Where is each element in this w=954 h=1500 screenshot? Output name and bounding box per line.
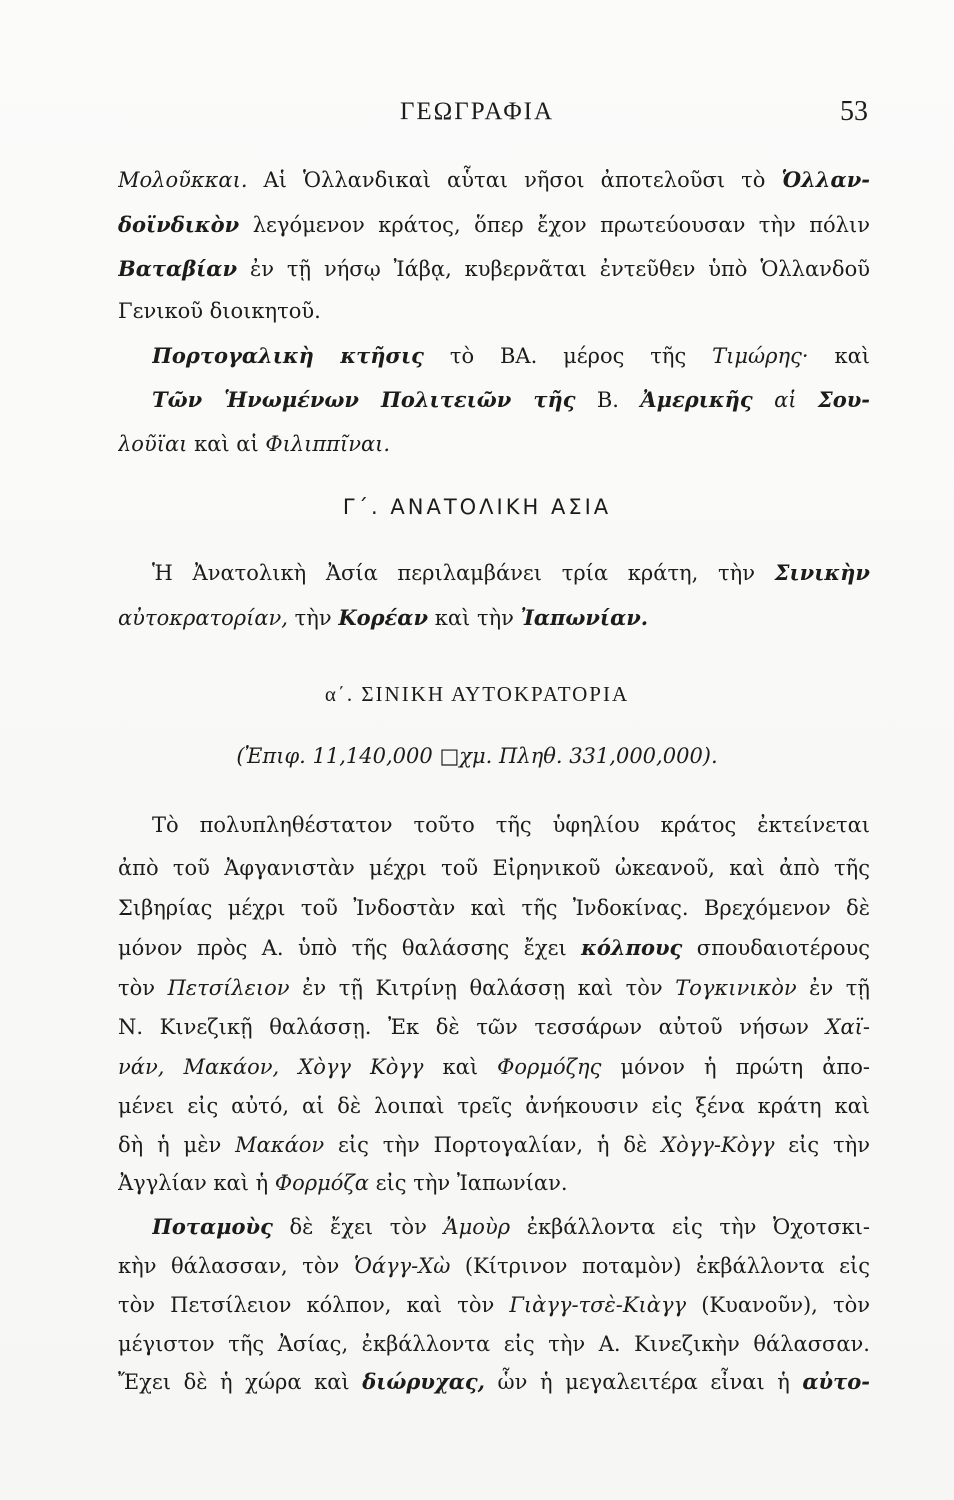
- text-line: κὴν θάλασσαν, τὸν Ὁάγγ-Χὼ (Κίτρινον ποταμὸν) ἐκβάλλοντα εἰς: [118, 1254, 870, 1278]
- text-line: λοῦϊαι καὶ αἱ Φιλιππῖναι.: [118, 432, 391, 456]
- text-line: Ἔχει δὲ ἡ χώρα καὶ διώρυχας, ὧν ἡ μεγαλειτέρα εἶναι ἡ αὐτο-: [118, 1369, 870, 1394]
- text-line: ἀπὸ τοῦ Ἀφγανιστὰν μέχρι τοῦ Εἰρηνικοῦ ὠκεανοῦ, καὶ ἀπὸ τῆς: [118, 856, 870, 880]
- text-line: μόνον πρὸς Α. ὑπὸ τῆς θαλάσσης ἔχει κόλπους σπουδαιοτέρους: [118, 935, 870, 960]
- text-line: Γενικοῦ διοικητοῦ.: [118, 299, 321, 323]
- section-heading-chinese-empire: α΄. ΣΙΝΙΚΗ ΑΥΤΟΚΡΑΤΟΡΙΑ: [324, 682, 630, 706]
- text-line: δοϊνδικὸν λεγόμενον κράτος, ὅπερ ἔχον πρωτεύουσαν τὴν πόλιν: [118, 212, 870, 237]
- text-line: Πορτογαλικὴ κτῆσις τὸ ΒΑ. μέρος τῆς Τιμώρης· καὶ: [152, 343, 870, 368]
- text-line: νάν, Μακάον, Χὸγγ Κὸγγ καὶ Φορμόζης μόνον ἡ πρώτη ἀπο-: [118, 1055, 870, 1079]
- text-line: Ἡ Ἀνατολικὴ Ἀσία περιλαμβάνει τρία κράτη, τὴν Σινικὴν: [152, 560, 870, 585]
- text-line: δὴ ἡ μὲν Μακάον εἰς τὴν Πορτογαλίαν, ἡ δὲ Χὸγγ-Κὸγγ εἰς τὴν: [118, 1133, 870, 1157]
- text-line: Ἀγγλίαν καὶ ἡ Φορμόζα εἰς τὴν Ἰαπωνίαν.: [118, 1171, 568, 1195]
- text-line: Τῶν Ἡνωμένων Πολιτειῶν τῆς Β. Ἀμερικῆς αἱ Σου-: [152, 387, 870, 412]
- text-line: αὐτοκρατορίαν, τὴν Κορέαν καὶ τὴν Ἰαπωνίαν.: [118, 605, 649, 630]
- text-line: Τὸ πολυπληθέστατον τοῦτο τῆς ὑφηλίου κράτος ἐκτείνεται: [152, 813, 870, 837]
- text-line: τὸν Πετσίλειον κόλπον, καὶ τὸν Γιὰγγ-τσὲ-Κιὰγγ (Κυανοῦν), τὸν: [118, 1293, 870, 1317]
- text-line: μένει εἰς αὐτό, αἱ δὲ λοιπαὶ τρεῖς ἀνήκουσιν εἰς ξένα κράτη καὶ: [118, 1094, 870, 1118]
- section-heading-east-asia: Γ΄. ΑΝΑΤΟΛΙΚΗ ΑΣΙΑ: [342, 495, 612, 519]
- text-line: Ν. Κινεζικῇ θαλάσσῃ. Ἐκ δὲ τῶν τεσσάρων αὐτοῦ νήσων Χαϊ-: [118, 1015, 870, 1039]
- text-line: τὸν Πετσίλειον ἐν τῇ Κιτρίνῃ θαλάσσῃ καὶ τὸν Τογκινικὸν ἐν τῇ: [118, 976, 870, 1000]
- text-line: μέγιστον τῆς Ἀσίας, ἐκβάλλοντα εἰς τὴν Α. Κινεζικὴν θάλασσαν.: [118, 1332, 870, 1356]
- text-line: Βαταβίαν ἐν τῇ νήσῳ Ἰάβᾳ, κυβερνᾶται ἐντεῦθεν ὑπὸ Ὁλλανδοῦ: [118, 256, 870, 281]
- text-line: Ποταμοὺς δὲ ἔχει τὸν Ἀμοὺρ ἐκβάλλοντα εἰς τὴν Ὀχοτσκι-: [152, 1214, 870, 1239]
- area-population-stats: (Ἐπιφ. 11,140,000 □χμ. Πληθ. 331,000,000).: [236, 744, 718, 768]
- page-number: 53: [840, 96, 868, 127]
- running-title: ΓΕΩΓΡΑΦΙΑ: [399, 98, 555, 125]
- text-line: Μολοῦκκαι. Αἱ Ὁλλανδικαὶ αὗται νῆσοι ἀποτελοῦσι τὸ Ὁλλαν-: [118, 167, 870, 192]
- text-line: Σιβηρίας μέχρι τοῦ Ἰνδοστὰν καὶ τῆς Ἰνδοκίνας. Βρεχόμενον δὲ: [118, 896, 870, 920]
